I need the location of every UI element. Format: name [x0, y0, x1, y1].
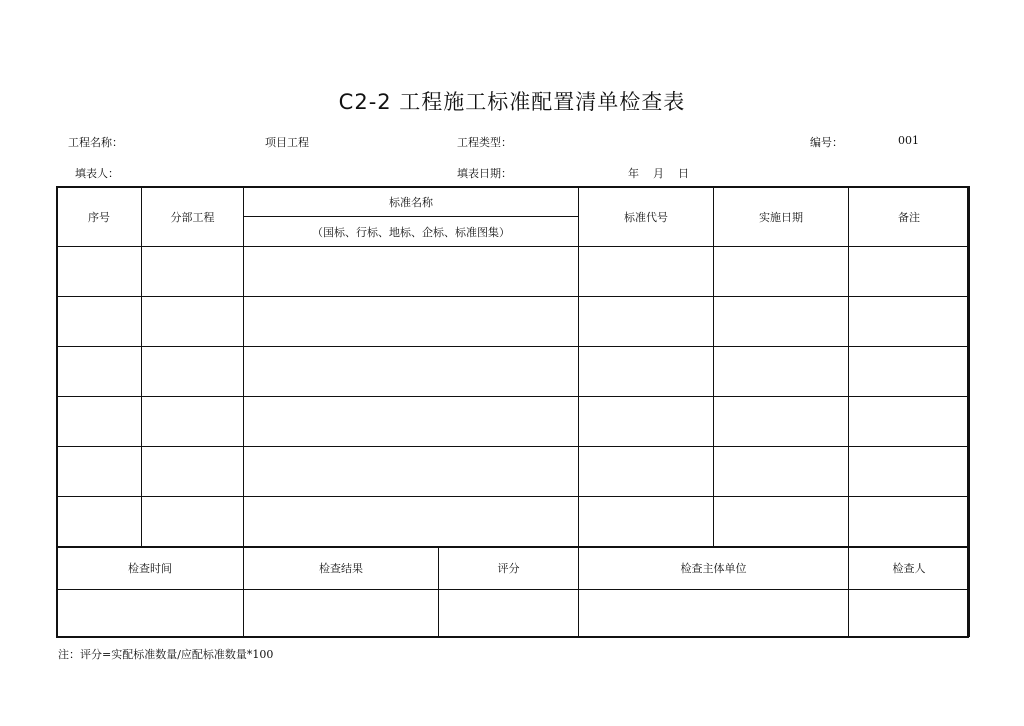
cell-division[interactable]	[142, 297, 244, 347]
cell-standard-name[interactable]	[244, 247, 579, 297]
table-row	[57, 397, 970, 447]
cell-division[interactable]	[142, 347, 244, 397]
cell-standard-code[interactable]	[579, 297, 714, 347]
project-name-label: 工程名称：	[68, 136, 123, 149]
cell-standard-name[interactable]	[244, 347, 579, 397]
header-check-unit: 检查主体单位	[579, 547, 849, 590]
cell-standard-name[interactable]	[244, 447, 579, 497]
cell-seq[interactable]	[57, 297, 142, 347]
table-row	[57, 347, 970, 397]
checklist-table	[56, 186, 970, 637]
cell-seq[interactable]	[57, 397, 142, 447]
cell-standard-code[interactable]	[579, 347, 714, 397]
header-division: 分部工程	[142, 187, 244, 247]
cell-remark[interactable]	[849, 397, 970, 447]
cell-standard-code[interactable]	[579, 497, 714, 547]
cell-implementation-date[interactable]	[714, 247, 849, 297]
cell-standard-name[interactable]	[244, 297, 579, 347]
number-label: 编号：	[810, 136, 843, 149]
cell-seq[interactable]	[57, 447, 142, 497]
cell-implementation-date[interactable]	[714, 347, 849, 397]
cell-division[interactable]	[142, 497, 244, 547]
table-row	[57, 247, 970, 297]
cell-remark[interactable]	[849, 247, 970, 297]
header-inspector: 检查人	[849, 547, 970, 590]
cell-standard-name[interactable]	[244, 497, 579, 547]
cell-check-time[interactable]	[57, 590, 244, 637]
cell-standard-name[interactable]	[244, 397, 579, 447]
header-check-result: 检查结果	[244, 547, 439, 590]
cell-seq[interactable]	[57, 247, 142, 297]
cell-remark[interactable]	[849, 297, 970, 347]
fill-date-label: 填表日期：	[457, 167, 512, 180]
table-row	[57, 447, 970, 497]
inspection-header-row	[57, 547, 970, 590]
cell-division[interactable]	[142, 447, 244, 497]
page-title: C2-2 工程施工标准配置清单检查表	[338, 90, 686, 114]
cell-standard-code[interactable]	[579, 247, 714, 297]
footnote: 注：评分=实配标准数量/应配标准数量*100	[58, 648, 274, 661]
header-implementation-date: 实施日期	[714, 187, 849, 247]
cell-implementation-date[interactable]	[714, 447, 849, 497]
cell-implementation-date[interactable]	[714, 397, 849, 447]
cell-seq[interactable]	[57, 347, 142, 397]
header-standard-code: 标准代号	[579, 187, 714, 247]
cell-score[interactable]	[439, 590, 579, 637]
cell-standard-code[interactable]	[579, 447, 714, 497]
cell-remark[interactable]	[849, 347, 970, 397]
cell-division[interactable]	[142, 247, 244, 297]
cell-remark[interactable]	[849, 447, 970, 497]
cell-remark[interactable]	[849, 497, 970, 547]
cell-inspector[interactable]	[849, 590, 970, 637]
header-score: 评分	[439, 547, 579, 590]
cell-implementation-date[interactable]	[714, 497, 849, 547]
header-remark: 备注	[849, 187, 970, 247]
number-value[interactable]: 001	[898, 134, 919, 147]
inspection-row	[57, 590, 970, 637]
table-row	[57, 497, 970, 547]
cell-check-unit[interactable]	[579, 590, 849, 637]
filler-label: 填表人：	[75, 167, 119, 180]
header-check-time: 检查时间	[57, 547, 244, 590]
table-row	[57, 297, 970, 347]
project-type-label: 工程类型：	[457, 136, 512, 149]
header-standard-name: 标准名称	[244, 187, 579, 217]
cell-standard-code[interactable]	[579, 397, 714, 447]
project-name-value[interactable]: 项目工程	[265, 136, 309, 149]
header-seq: 序号	[57, 187, 142, 247]
date-units[interactable]: 年 月 日	[628, 167, 689, 180]
cell-check-result[interactable]	[244, 590, 439, 637]
cell-implementation-date[interactable]	[714, 297, 849, 347]
header-standard-name-sub: （国标、行标、地标、企标、标准图集）	[244, 217, 579, 247]
cell-seq[interactable]	[57, 497, 142, 547]
cell-division[interactable]	[142, 397, 244, 447]
